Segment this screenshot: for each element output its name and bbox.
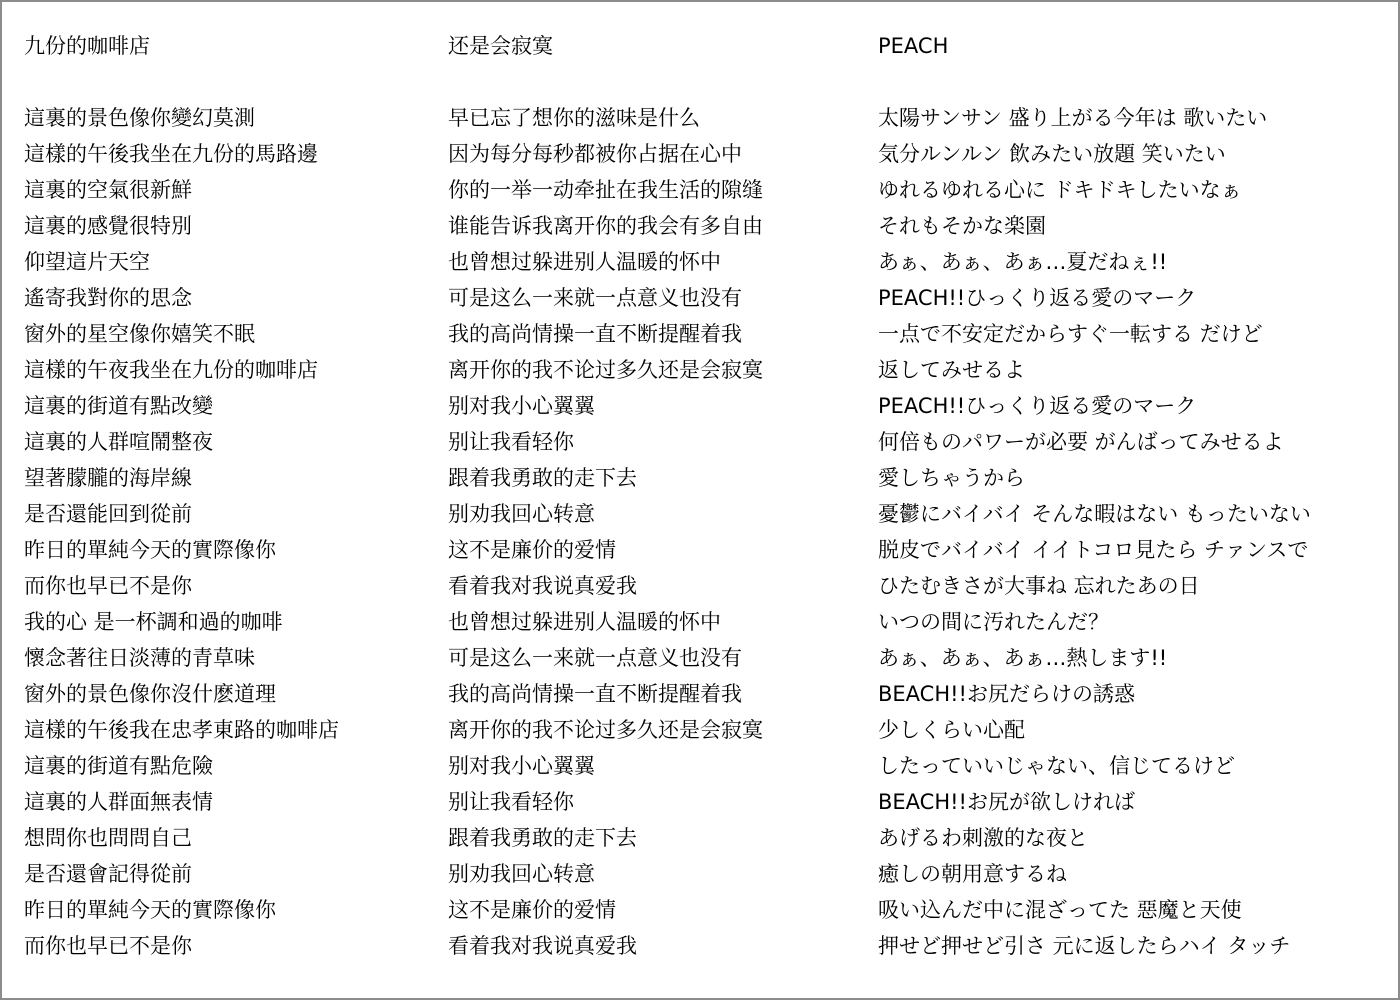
lyric-line: 憂鬱にバイバイ そんな暇はない もったいない — [878, 502, 1311, 526]
lyric-line: 遙寄我對你的思念 — [24, 286, 192, 310]
song-title: 九份的咖啡店 — [24, 34, 150, 58]
title-spacer — [878, 64, 1394, 100]
lyric-line: 可是这么一来就一点意义也没有 — [448, 286, 742, 310]
lyric-line: 可是这么一来就一点意义也没有 — [448, 646, 742, 670]
lyric-line: 想問你也問問自己 — [24, 826, 192, 850]
title-spacer — [448, 64, 868, 100]
lyric-line: 我的高尚情操一直不断提醒着我 — [448, 682, 742, 706]
title-spacer — [24, 64, 434, 100]
lyric-line: 押せど押せど引さ 元に返したらハイ タッチ — [878, 934, 1291, 958]
song-column-1 — [24, 28, 434, 964]
song-column-2 — [448, 28, 868, 964]
lyric-line: それもそかな楽園 — [878, 214, 1046, 238]
lyric-line: 跟着我勇敢的走下去 — [448, 466, 637, 490]
lyric-line: 这不是廉价的爱情 — [448, 898, 616, 922]
lyrics-list — [448, 100, 868, 964]
lyric-line: あげるわ刺激的な夜と — [878, 826, 1088, 850]
lyric-line: いつの間に汚れたんだ？ — [878, 610, 1109, 634]
lyric-line: 我的高尚情操一直不断提醒着我 — [448, 322, 742, 346]
lyric-line: 也曾想过躲进别人温暖的怀中 — [448, 250, 721, 274]
lyric-line: 気分ルンルン 飲みたい放題 笑いたい — [878, 142, 1226, 166]
lyric-line: BEACH!!お尻だらけの誘惑 — [878, 682, 1135, 706]
lyric-line: 我的心 是一杯調和過的咖啡 — [24, 610, 283, 634]
lyric-line: 吸い込んだ中に混ざってた 惡魔と天使 — [878, 898, 1242, 922]
lyric-line: 這裏的景色像你變幻莫測 — [24, 106, 255, 130]
lyric-line: 何倍ものパワーが必要 がんばってみせるよ — [878, 430, 1284, 454]
lyric-line: 一点で不安定だからすぐ一転する だけど — [878, 322, 1263, 346]
lyric-line: 别对我小心翼翼 — [448, 394, 595, 418]
lyric-line: 这不是廉价的爱情 — [448, 538, 616, 562]
lyric-line: 這裏的街道有點改變 — [24, 394, 213, 418]
lyric-line: 這裏的感覺很特別 — [24, 214, 192, 238]
lyric-line: 谁能告诉我离开你的我会有多自由 — [448, 214, 763, 238]
lyric-line: 昨日的單純今天的實際像你 — [24, 898, 276, 922]
lyric-line: あぁ、あぁ、あぁ…熱します!! — [878, 646, 1168, 670]
lyric-line: 别让我看轻你 — [448, 430, 574, 454]
lyric-line: 窗外的星空像你嬉笑不眠 — [24, 322, 255, 346]
lyric-line: 别让我看轻你 — [448, 790, 574, 814]
lyric-line: 癒しの朝用意するね — [878, 862, 1067, 886]
lyric-line: 而你也早已不是你 — [24, 934, 192, 958]
lyric-line: 别劝我回心转意 — [448, 862, 595, 886]
lyric-line: 离开你的我不论过多久还是会寂寞 — [448, 718, 763, 742]
lyric-line: 這樣的午夜我坐在九份的咖啡店 — [24, 358, 318, 382]
lyric-line: PEACH!!ひっくり返る愛のマーク — [878, 286, 1197, 310]
lyric-line: 窗外的景色像你沒什麽道理 — [24, 682, 276, 706]
lyric-line: 看着我对我说真爱我 — [448, 574, 637, 598]
lyric-line: 少しくらい心配 — [878, 718, 1025, 742]
lyric-line: あぁ、あぁ、あぁ…夏だねぇ!! — [878, 250, 1168, 274]
lyric-line: 早已忘了想你的滋味是什么 — [448, 106, 700, 130]
lyric-line: 愛しちゃうから — [878, 466, 1025, 490]
lyric-line: 這裏的街道有點危險 — [24, 754, 213, 778]
lyric-line: 看着我对我说真爱我 — [448, 934, 637, 958]
lyric-line: 而你也早已不是你 — [24, 574, 192, 598]
lyric-line: 仰望這片天空 — [24, 250, 150, 274]
song-title: 还是会寂寞 — [448, 34, 553, 58]
lyric-line: 别劝我回心转意 — [448, 502, 595, 526]
lyric-line: 脱皮でバイバイ イイトコロ見たら チァンスで — [878, 538, 1309, 562]
lyric-line: 太陽サンサン 盛り上がる今年は 歌いたい — [878, 106, 1268, 130]
lyric-line: 這樣的午後我在忠孝東路的咖啡店 — [24, 718, 339, 742]
lyric-line: PEACH!!ひっくり返る愛のマーク — [878, 394, 1197, 418]
lyric-line: BEACH!!お尻が欲しければ — [878, 790, 1135, 814]
lyric-line: したっていいじゃない、信じてるけど — [878, 754, 1235, 778]
lyrics-list — [878, 100, 1394, 964]
lyric-line: 跟着我勇敢的走下去 — [448, 826, 637, 850]
lyric-line: 昨日的單純今天的實際像你 — [24, 538, 276, 562]
lyrics-list — [24, 100, 434, 964]
lyric-line: 是否還會記得從前 — [24, 862, 192, 886]
lyric-line: 返してみせるよ — [878, 358, 1025, 382]
lyric-line: 也曾想过躲进别人温暖的怀中 — [448, 610, 721, 634]
lyric-line: 离开你的我不论过多久还是会寂寞 — [448, 358, 763, 382]
lyric-line: 别对我小心翼翼 — [448, 754, 595, 778]
lyric-line: 是否還能回到從前 — [24, 502, 192, 526]
lyric-line: 這裏的空氣很新鮮 — [24, 178, 192, 202]
song-title: PEACH — [878, 34, 949, 58]
lyric-line: 望著朦朧的海岸線 — [24, 466, 192, 490]
lyric-line: 因为每分每秒都被你占据在心中 — [448, 142, 742, 166]
lyric-line: ゆれるゆれる心に ドキドキしたいなぁ — [878, 178, 1242, 202]
song-column-3 — [878, 28, 1394, 964]
lyric-line: 這裏的人群喧鬧整夜 — [24, 430, 213, 454]
lyric-line: 你的一举一动牵扯在我生活的隙缝 — [448, 178, 763, 202]
lyric-line: 懷念著往日淡薄的青草味 — [24, 646, 255, 670]
lyric-line: ひたむきさが大事ね 忘れたあの日 — [878, 574, 1200, 598]
lyric-line: 這裏的人群面無表情 — [24, 790, 213, 814]
lyric-line: 這樣的午後我坐在九份的馬路邊 — [24, 142, 318, 166]
